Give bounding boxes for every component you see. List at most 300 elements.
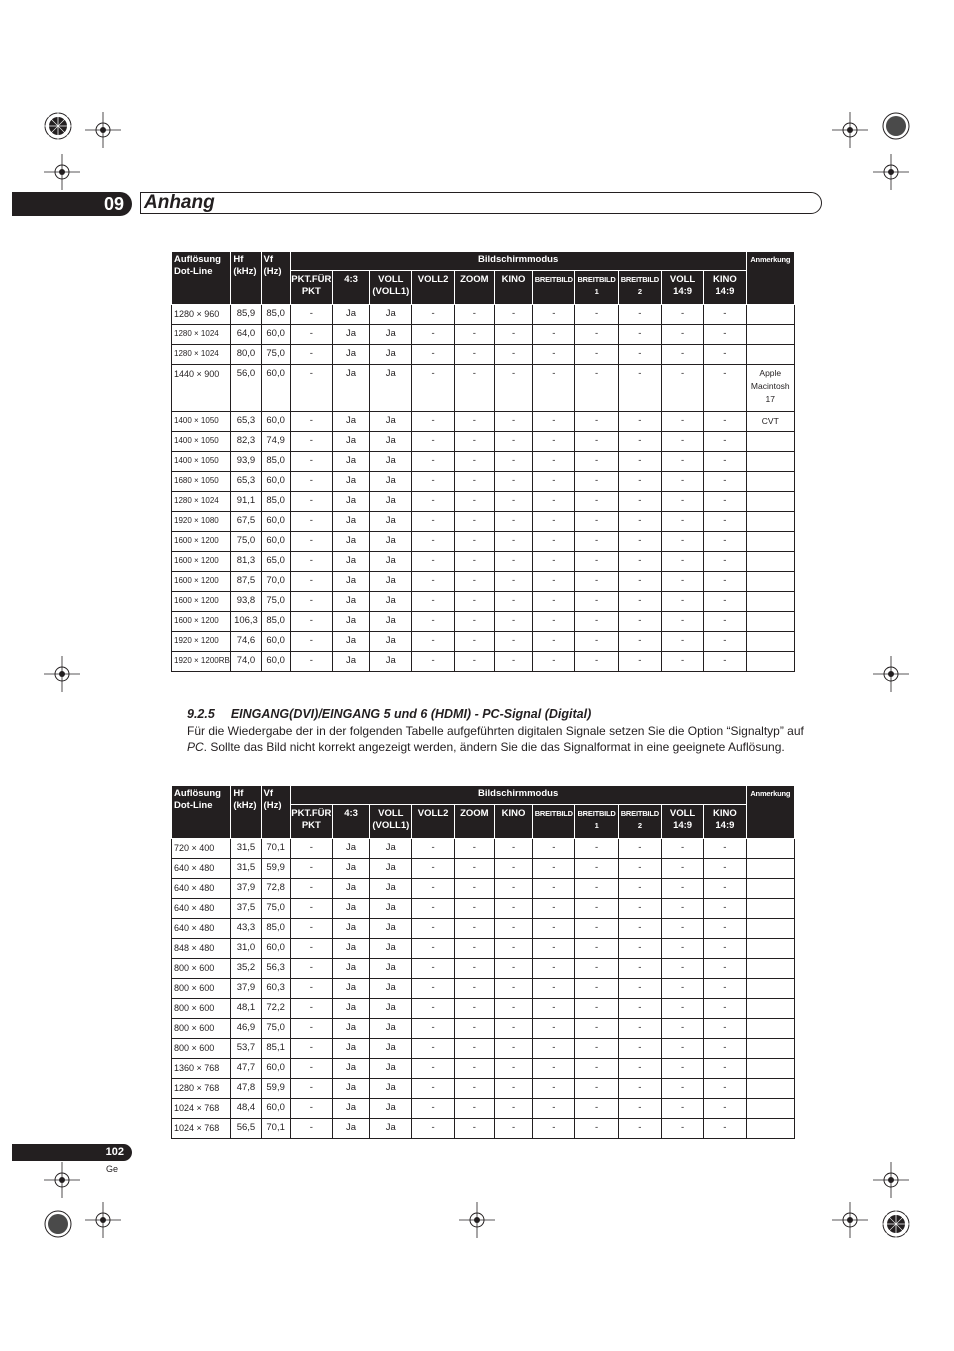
cell-mode: - [412,345,454,365]
cell-note [746,959,794,979]
cell-resolution: 1920 × 1200 [172,632,231,652]
cell-mode: - [494,899,532,919]
cell-mode: Ja [332,345,369,365]
cell-mode: Ja [370,472,412,492]
cell-vf: 75,0 [261,345,290,365]
cell-resolution: 1920 × 1080 [172,512,231,532]
cell-mode: Ja [332,532,369,552]
col-hf: Hf (kHz) [231,786,261,839]
cell-hf: 56,5 [231,1119,261,1139]
cell-note [746,452,794,472]
cell-vf: 70,1 [261,839,290,859]
cell-mode: - [661,652,703,672]
cell-mode: - [661,512,703,532]
col-mode: VOLL2 [412,805,454,839]
section-title: EINGANG(DVI)/EINGANG 5 und 6 (HDMI) - PC-Signal (Digital) [230,707,592,721]
col-mode: BREITBILD 2 [618,805,661,839]
cell-note [746,632,794,652]
cell-vf: 74,9 [261,432,290,452]
col-note: Anmerkung [746,786,794,839]
cell-vf: 85,0 [261,452,290,472]
cell-mode: - [661,1079,703,1099]
cell-mode: - [704,325,746,345]
cell-mode: - [454,345,494,365]
cell-mode: - [290,1099,332,1119]
cell-mode: - [290,899,332,919]
cell-mode: Ja [370,652,412,672]
table-row [172,592,795,612]
cell-mode: - [494,632,532,652]
cell-mode: - [412,999,454,1019]
cell-mode: - [290,552,332,572]
table-row [172,1099,795,1119]
cell-mode: - [533,632,575,652]
registration-mark-icon [28,1194,88,1254]
col-resolution: Auflösung Dot-Line [172,786,231,839]
header-bar [140,192,822,214]
cell-resolution: 1024 × 768 [172,1099,231,1119]
col-mode: ZOOM [454,805,494,839]
cell-mode: - [533,999,575,1019]
cell-mode: - [533,1079,575,1099]
cell-vf: 60,0 [261,652,290,672]
table-row [172,839,795,859]
cell-mode: - [618,1079,661,1099]
cell-mode: - [661,899,703,919]
cell-mode: - [661,325,703,345]
cell-note [746,839,794,859]
cell-mode: - [704,899,746,919]
cell-resolution: 848 × 480 [172,939,231,959]
cell-mode: - [661,1119,703,1139]
table-row [172,1119,795,1139]
cell-mode: - [290,1119,332,1139]
cell-resolution: 1600 × 1200 [172,592,231,612]
cell-mode: - [704,879,746,899]
table-row [172,612,795,632]
cell-vf: 60,0 [261,325,290,345]
cell-mode: - [533,919,575,939]
cell-mode: - [533,1019,575,1039]
cell-note [746,492,794,512]
cell-mode: - [704,492,746,512]
cell-mode: - [290,939,332,959]
cell-mode: - [533,612,575,632]
cell-note [746,1079,794,1099]
table-row [172,472,795,492]
cell-mode: - [533,412,575,432]
cell-mode: - [412,592,454,612]
cell-mode: - [533,305,575,325]
cell-mode: - [618,305,661,325]
col-screen-mode: Bildschirmmodus [290,786,746,805]
section-description: Für die Wiedergabe der in der folgenden Tabelle aufgeführten digitalen Signale setzen Sie die Option “Signaltyp” auf PC. Sollte das Bild nicht korrekt angezeigt werden, ändern Sie die das Signalformat in eine geeignete Auflösung. [187,724,804,754]
cell-mode: - [454,305,494,325]
table-row [172,572,795,592]
cell-mode: - [494,365,532,412]
cell-note [746,432,794,452]
cell-mode: - [704,552,746,572]
cell-note [746,1119,794,1139]
cell-note [746,532,794,552]
cell-mode: - [704,652,746,672]
cell-mode: Ja [332,839,369,859]
cell-mode: - [454,1119,494,1139]
cell-mode: - [454,532,494,552]
cell-hf: 93,8 [231,592,261,612]
col-mode: KINO 14:9 [704,271,746,305]
cell-mode: - [494,612,532,632]
cell-mode: Ja [370,365,412,412]
col-screen-mode: Bildschirmmodus [290,252,746,271]
cell-mode: - [661,492,703,512]
cell-mode: - [412,1099,454,1119]
cell-mode: - [575,1119,618,1139]
cell-mode: - [704,532,746,552]
cell-mode: - [533,552,575,572]
cell-mode: - [454,959,494,979]
cell-mode: - [704,592,746,612]
table-row [172,532,795,552]
cell-hf: 87,5 [231,572,261,592]
cell-hf: 56,0 [231,365,261,412]
cell-mode: - [494,939,532,959]
cell-mode: - [412,472,454,492]
cell-note [746,1099,794,1119]
cell-mode: - [618,1019,661,1039]
cell-mode: - [454,632,494,652]
cell-mode: Ja [332,552,369,572]
cell-mode: - [412,432,454,452]
table-row [172,1039,795,1059]
cell-hf: 48,4 [231,1099,261,1119]
cell-vf: 85,0 [261,305,290,325]
cell-note [746,879,794,899]
cell-mode: - [661,879,703,899]
cell-mode: - [412,572,454,592]
cell-hf: 85,9 [231,305,261,325]
cell-vf: 60,0 [261,939,290,959]
cell-mode: - [575,532,618,552]
cell-mode: - [533,859,575,879]
cell-mode: - [704,612,746,632]
cell-mode: Ja [332,1099,369,1119]
cell-mode: - [290,345,332,365]
cell-mode: - [454,472,494,492]
cell-mode: - [412,492,454,512]
cell-mode: - [494,592,532,612]
cell-mode: - [290,592,332,612]
cell-mode: - [494,879,532,899]
cell-note [746,919,794,939]
cell-mode: - [454,979,494,999]
cell-mode: Ja [370,1099,412,1119]
cell-mode: - [290,959,332,979]
col-mode: BREITBILD [533,271,575,305]
cell-vf: 75,0 [261,899,290,919]
cell-vf: 70,0 [261,572,290,592]
cell-resolution: 1280 × 1024 [172,492,231,512]
cell-vf: 85,0 [261,919,290,939]
cell-mode: - [533,1119,575,1139]
cell-mode: Ja [370,1039,412,1059]
cell-mode: - [533,839,575,859]
cell-mode: - [290,1019,332,1039]
cell-hf: 93,9 [231,452,261,472]
cell-mode: Ja [370,592,412,612]
table-row [172,345,795,365]
cell-hf: 74,6 [231,632,261,652]
cell-mode: - [575,1019,618,1039]
cell-resolution: 1600 × 1200 [172,552,231,572]
cell-mode: - [533,959,575,979]
cell-mode: - [618,325,661,345]
col-mode: VOLL 14:9 [661,805,703,839]
cell-mode: - [494,859,532,879]
cell-mode: - [618,532,661,552]
crosshair-mark-icon [44,154,80,190]
cell-mode: - [575,412,618,432]
cell-vf: 75,0 [261,592,290,612]
cell-resolution: 1600 × 1200 [172,532,231,552]
cell-hf: 65,3 [231,472,261,492]
cell-vf: 56,3 [261,959,290,979]
cell-mode: - [454,512,494,532]
cell-mode: Ja [370,325,412,345]
cell-mode: - [575,452,618,472]
cell-mode: - [618,612,661,632]
cell-mode: Ja [332,1059,369,1079]
cell-mode: - [618,959,661,979]
cell-hf: 82,3 [231,432,261,452]
cell-mode: - [618,452,661,472]
cell-mode: - [494,432,532,452]
cell-mode: Ja [370,412,412,432]
cell-vf: 59,9 [261,859,290,879]
col-vf: Vf (Hz) [261,252,290,305]
cell-mode: - [575,512,618,532]
cell-hf: 64,0 [231,325,261,345]
cell-mode: - [454,412,494,432]
cell-mode: - [533,939,575,959]
cell-mode: - [661,412,703,432]
table-row [172,652,795,672]
cell-note [746,999,794,1019]
cell-note [746,325,794,345]
cell-mode: - [575,325,618,345]
cell-vf: 85,1 [261,1039,290,1059]
cell-vf: 60,0 [261,1099,290,1119]
cell-mode: - [575,552,618,572]
cell-mode: - [412,652,454,672]
table-row [172,632,795,652]
cell-mode: Ja [370,919,412,939]
cell-mode: - [704,632,746,652]
cell-mode: - [290,412,332,432]
cell-mode: - [454,1019,494,1039]
registration-mark-icon [866,96,926,156]
cell-mode: - [704,979,746,999]
cell-mode: - [618,652,661,672]
cell-mode: - [661,919,703,939]
section-number: 9.2.5 [187,707,215,721]
cell-mode: - [661,632,703,652]
cell-mode: - [454,879,494,899]
cell-note [746,572,794,592]
col-mode: KINO [494,805,532,839]
col-mode: VOLL 14:9 [661,271,703,305]
cell-mode: - [575,305,618,325]
cell-mode: - [494,919,532,939]
cell-mode: - [494,1099,532,1119]
table-row [172,512,795,532]
cell-mode: - [704,365,746,412]
cell-mode: Ja [332,919,369,939]
cell-mode: - [618,879,661,899]
cell-mode: - [454,325,494,345]
cell-mode: - [494,1059,532,1079]
cell-mode: - [704,1079,746,1099]
cell-note: CVT [746,412,794,432]
cell-mode: - [575,592,618,612]
crosshair-mark-icon [873,1162,909,1198]
cell-mode: - [454,432,494,452]
cell-mode: - [533,572,575,592]
cell-mode: - [290,532,332,552]
cell-mode: - [533,879,575,899]
table-row [172,939,795,959]
cell-mode: - [575,1039,618,1059]
cell-mode: - [290,1039,332,1059]
cell-mode: - [704,839,746,859]
cell-vf: 70,1 [261,1119,290,1139]
cell-mode: - [412,512,454,532]
cell-mode: - [290,472,332,492]
cell-mode: Ja [332,859,369,879]
cell-vf: 85,0 [261,492,290,512]
crosshair-mark-icon [832,112,868,148]
cell-mode: - [618,632,661,652]
signal-table-digital [171,785,795,1139]
cell-mode: - [494,512,532,532]
col-mode: BREITBILD 1 [575,805,618,839]
cell-mode: - [575,365,618,412]
cell-hf: 74,0 [231,652,261,672]
cell-mode: - [533,1039,575,1059]
cell-mode: - [704,959,746,979]
cell-mode: - [704,939,746,959]
cell-mode: - [290,632,332,652]
cell-hf: 75,0 [231,532,261,552]
cell-hf: 80,0 [231,345,261,365]
cell-resolution: 1440 × 900 [172,365,231,412]
cell-mode: - [494,1119,532,1139]
col-mode: VOLL (VOLL1) [370,805,412,839]
cell-hf: 37,9 [231,879,261,899]
cell-mode: - [290,879,332,899]
cell-resolution: 800 × 600 [172,959,231,979]
cell-mode: - [661,612,703,632]
cell-resolution: 1600 × 1200 [172,572,231,592]
cell-mode: - [412,452,454,472]
cell-mode: - [704,432,746,452]
cell-vf: 60,0 [261,472,290,492]
cell-note [746,612,794,632]
cell-mode: - [290,652,332,672]
cell-mode: - [661,432,703,452]
cell-mode: - [454,999,494,1019]
cell-mode: - [618,512,661,532]
col-mode: 4:3 [332,805,369,839]
cell-mode: - [290,492,332,512]
table-row [172,412,795,432]
crosshair-mark-icon [459,1202,495,1238]
table-row [172,365,795,412]
crosshair-mark-icon [44,656,80,692]
cell-mode: - [575,632,618,652]
cell-mode: - [661,999,703,1019]
cell-mode: - [290,919,332,939]
cell-mode: - [533,1059,575,1079]
cell-mode: - [661,592,703,612]
cell-hf: 37,9 [231,979,261,999]
cell-mode: Ja [332,572,369,592]
crosshair-mark-icon [85,112,121,148]
cell-mode: Ja [370,959,412,979]
cell-mode: - [618,939,661,959]
crosshair-mark-icon [44,1162,80,1198]
table-row [172,999,795,1019]
cell-resolution: 1280 × 768 [172,1079,231,1099]
cell-vf: 60,0 [261,532,290,552]
cell-mode: - [494,999,532,1019]
cell-mode: Ja [370,899,412,919]
cell-mode: - [290,305,332,325]
cell-mode: - [618,1099,661,1119]
cell-mode: - [618,859,661,879]
cell-hf: 81,3 [231,552,261,572]
cell-mode: Ja [332,592,369,612]
cell-mode: - [575,572,618,592]
cell-mode: Ja [332,879,369,899]
cell-mode: - [661,532,703,552]
cell-mode: - [618,839,661,859]
cell-mode: - [575,939,618,959]
cell-mode: - [290,432,332,452]
cell-hf: 106,3 [231,612,261,632]
cell-mode: - [494,1079,532,1099]
cell-mode: - [575,979,618,999]
cell-resolution: 1360 × 768 [172,1059,231,1079]
cell-mode: Ja [370,979,412,999]
col-mode: KINO 14:9 [704,805,746,839]
cell-hf: 53,7 [231,1039,261,1059]
cell-mode: - [661,959,703,979]
crosshair-mark-icon [873,656,909,692]
cell-mode: - [412,325,454,345]
cell-mode: - [412,919,454,939]
cell-vf: 65,0 [261,552,290,572]
cell-mode: - [494,572,532,592]
cell-mode: - [454,572,494,592]
cell-mode: - [533,532,575,552]
cell-mode: - [290,839,332,859]
cell-mode: - [661,365,703,412]
cell-mode: - [412,839,454,859]
cell-mode: Ja [370,879,412,899]
cell-mode: Ja [370,452,412,472]
table-row [172,325,795,345]
